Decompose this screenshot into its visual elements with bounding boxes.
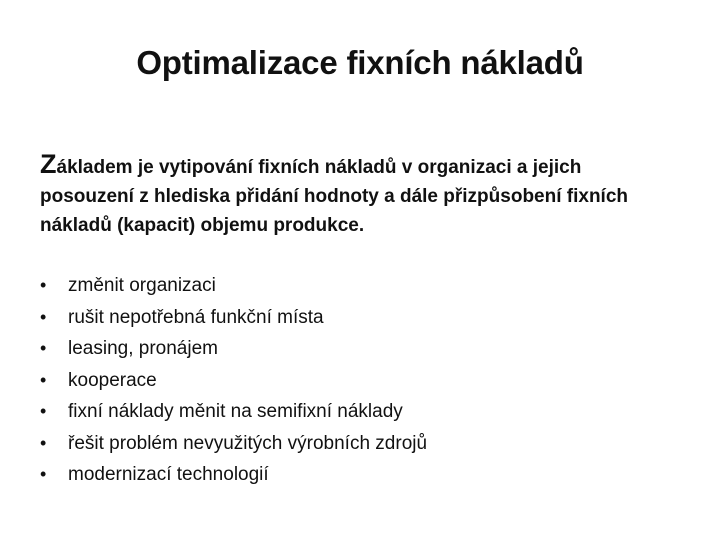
- list-item: [40, 333, 680, 365]
- slide-title: Optimalizace fixních nákladů: [136, 44, 584, 81]
- bullet-icon: •: [40, 338, 47, 358]
- bullet-icon: •: [40, 432, 47, 453]
- list-item-text: leasing, pronájem: [68, 338, 218, 359]
- list-item: [40, 302, 680, 334]
- intro-text: ákladem je vytipování fixních nákladů v organizaci a jejich posouzení z hlediska přidání hodnoty a dále přizpůsobení fixních nákladů (kapacit) objemu produkce.: [40, 157, 629, 236]
- list-item-text: rušit nepotřebná funkční místa: [68, 306, 324, 328]
- list-item: [40, 459, 680, 491]
- list-item-text: fixní náklady měnit na semifixní náklady: [68, 401, 403, 422]
- list-item-text: kooperace: [68, 369, 157, 391]
- list-item-text: změnit organizaci: [68, 275, 216, 296]
- bullet-icon: •: [40, 401, 47, 421]
- list-item: [40, 365, 680, 397]
- bullet-icon: •: [40, 306, 47, 327]
- bullet-icon: •: [40, 369, 47, 390]
- list-item: [40, 270, 680, 302]
- bullet-icon: •: [40, 275, 47, 295]
- bullet-list: [40, 270, 680, 491]
- intro-paragraph: [40, 150, 680, 240]
- list-item-text: řešit problém nevyužitých výrobních zdrojů: [68, 432, 428, 454]
- intro-initial-letter: Z: [40, 149, 57, 179]
- list-item: [40, 396, 680, 428]
- list-item: [40, 428, 680, 460]
- list-item-text: modernizací technologií: [68, 464, 269, 485]
- bullet-icon: •: [40, 464, 47, 484]
